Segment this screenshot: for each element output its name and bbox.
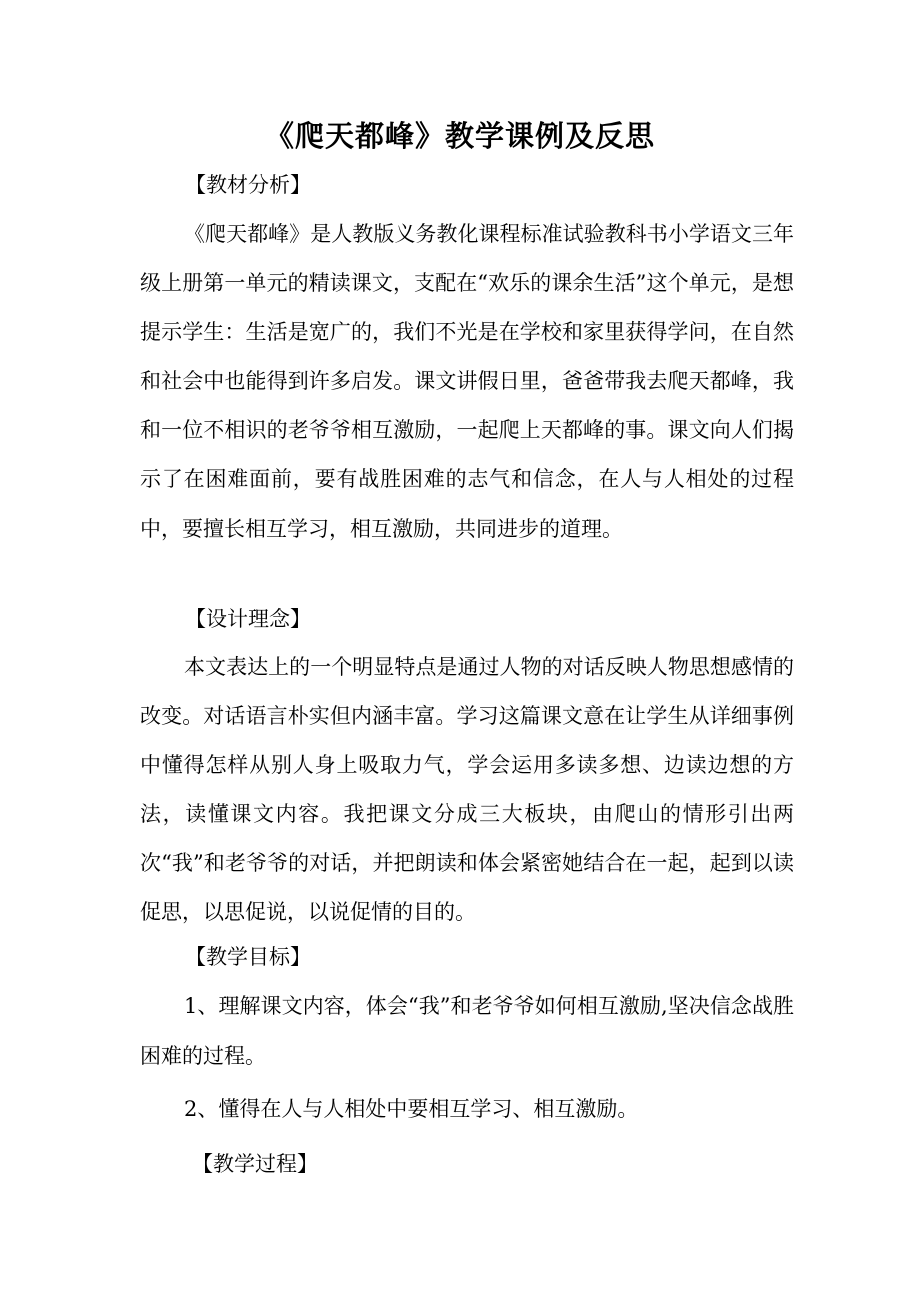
heading-concept: 【设计理念】 xyxy=(185,607,311,631)
heading-process: 【教学过程】 xyxy=(192,1152,318,1176)
heading-goals: 【教学目标】 xyxy=(185,945,311,969)
heading-analysis: 【教材分析】 xyxy=(185,173,311,197)
goal-item-2: 2、懂得在人与人相处中要相互学习、相互激励。 xyxy=(184,1097,639,1121)
paragraph-concept: 本文表达上的一个明显特点是通过人物的对话反映人物思想感情的改变。对话语言朴实但内涵丰富。学习这篇课文意在让学生从详细事例中懂得怎样从别人身上吸取力气，学会运用多读多想、边读边想的方法，读懂课文内容。我把课文分成三大板块，由爬山的情形引出两次“我”和老爷爷的对话，并把朗读和体会紧密她结合在一起，起到以读促思，以思促说，以说促情的目的。 xyxy=(140,655,794,925)
goal-item-1: 1、理解课文内容，体会“我”和老爷爷如何相互激励,坚决信念战胜困难的过程。 xyxy=(140,994,794,1068)
paragraph-analysis: 《爬天都峰》是人教版义务教化课程标准试验教科书小学语文三年级上册第一单元的精读课文，支配在“欢乐的课余生活”这个单元，是想提示学生：生活是宽广的，我们不光是在学校和家里获得学问，在自然和社会中也能得到许多启发。课文讲假日里，爸爸带我去爬天都峰，我和一位不相识的老爷爷相互激励，一起爬上天都峰的事。课文向人们揭示了在困难面前，要有战胜困难的志气和信念，在人与人相处的过程中，要擅长相互学习，相互激励，共同进步的道理。 xyxy=(140,222,794,541)
document-title: 《爬天都峰》教学课例及反思 xyxy=(264,119,655,153)
